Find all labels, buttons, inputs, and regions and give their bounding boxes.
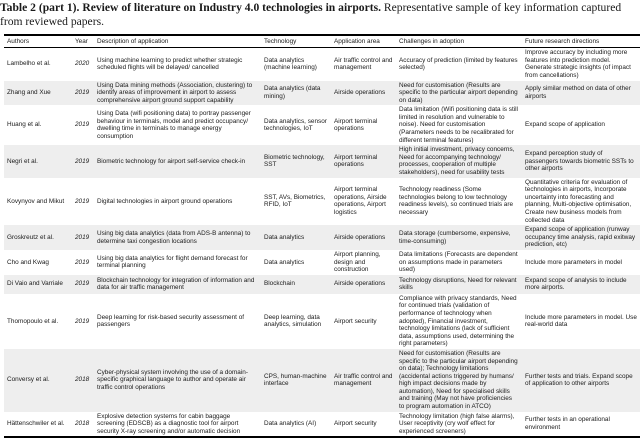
table-row bbox=[4, 81, 640, 106]
cell-challenges: Data limitation (Wifi positioning data is still limited in resolution and vulnerable to noise). Need for customisation (Parameters needs to be recalibrated for different terminal features) bbox=[399, 106, 518, 144]
cell-future-research: Expand scope of application (runway occupancy time analysis, rapid exitway prediction, etc) bbox=[522, 225, 640, 250]
cell-application-area: Air traffic control and management bbox=[334, 56, 393, 72]
cell-challenges: High initial investment, privacy concerns, Need for accompanying technology/ processes, cooperation of multiple stakeholders), need for usability tests bbox=[396, 145, 522, 177]
cell-application-area: Air traffic control and management bbox=[331, 349, 396, 412]
cell-technology: Blockchain bbox=[261, 275, 331, 294]
table-row bbox=[4, 225, 640, 250]
cell-technology: Data analytics (AI) bbox=[261, 412, 331, 438]
cell-future-research: Include more parameters in model bbox=[525, 258, 622, 266]
cell-future-research: Quantitative criteria for evaluation of technologies in airports, Incorporate uncertainty into forecasting and planning, Multi-objective optimisation, Create new business models from collected data bbox=[525, 178, 632, 224]
literature-table-container bbox=[4, 34, 640, 438]
cell-authors: Hättenschwiler et al. bbox=[4, 412, 72, 438]
header-description: Description of application bbox=[94, 35, 261, 48]
cell-year: 2018 bbox=[72, 349, 94, 412]
cell-description: Using machine learning to predict whether strategic scheduled flights will be delayed/ cancelled bbox=[97, 56, 243, 72]
table-row bbox=[4, 250, 640, 275]
cell-authors: Lambelho et al. bbox=[7, 60, 51, 68]
cell-technology: Data analytics (machine learning) bbox=[264, 56, 317, 72]
cell-application-area: Airport security bbox=[334, 317, 377, 325]
cell-future-research: Expand scope of analysis to include more airports. bbox=[522, 275, 640, 294]
table-row bbox=[4, 178, 640, 226]
cell-technology: Data analytics bbox=[261, 225, 331, 250]
cell-year: 2019 bbox=[75, 317, 90, 325]
table-caption bbox=[0, 1, 640, 29]
header-future-research: Future research directions bbox=[522, 35, 640, 48]
cell-technology: Deep learning, data analytics, simulation bbox=[264, 313, 322, 329]
cell-technology: Biometric technology, SST bbox=[261, 145, 331, 177]
cell-future-research: Further tests and trials. Expand scope of application to other airports bbox=[522, 349, 640, 412]
cell-authors: Cho and Kwag bbox=[7, 258, 49, 266]
cell-technology: SST, AVs, Biometrics, RFID, IoT bbox=[264, 193, 326, 209]
cell-description: Using big data analytics (data from ADS-B antenna) to determine taxi congestion locations bbox=[94, 225, 261, 250]
cell-authors: Conversy et al. bbox=[4, 349, 72, 412]
caption-title: Review of literature on Industry 4.0 technologies in airports. bbox=[82, 1, 381, 14]
table-header-row bbox=[4, 35, 640, 48]
cell-year: 2019 bbox=[72, 145, 94, 177]
cell-year: 2019 bbox=[75, 197, 90, 205]
header-authors: Authors bbox=[4, 35, 72, 48]
cell-challenges: Data limitations (Forecasts are dependent on assumptions made in parameters used) bbox=[399, 250, 518, 274]
cell-year: 2020 bbox=[75, 60, 90, 68]
cell-year: 2019 bbox=[72, 81, 94, 106]
cell-year: 2019 bbox=[75, 121, 90, 129]
cell-authors: Huang et al. bbox=[7, 121, 42, 129]
cell-challenges: Compliance with privacy standards, Need for continued trials (validation of performance of technology when adopted), Financial investment, technology limitations (lack of sufficient data, assumptions used, determining the right parameters) bbox=[399, 294, 517, 348]
header-application-area: Application area bbox=[331, 35, 396, 48]
cell-application-area: Airport terminal operations bbox=[334, 117, 378, 133]
cell-authors: Zhang and Xue bbox=[4, 81, 72, 106]
table-row bbox=[4, 412, 640, 438]
cell-description: Digital technologies in airport ground operations bbox=[97, 197, 233, 205]
literature-table bbox=[4, 34, 640, 438]
cell-technology: CPS, human-machine interface bbox=[261, 349, 331, 412]
cell-future-research: Apply similar method on data of other airports bbox=[522, 81, 640, 106]
cell-future-research: Expand scope of application bbox=[525, 121, 605, 129]
cell-future-research: Expand perception study of passengers towards biometric SSTs to other airports bbox=[522, 145, 640, 177]
cell-application-area: Airport security bbox=[331, 412, 396, 438]
table-row bbox=[4, 145, 640, 177]
caption-description: Representative sample of key information captured from reviewed papers. bbox=[0, 1, 622, 28]
header-year: Year bbox=[72, 35, 94, 48]
cell-application-area: Airside operations bbox=[331, 81, 396, 106]
cell-application-area: Airport terminal operations, Airside operations, Airport logistics bbox=[334, 186, 387, 216]
cell-challenges: Technology readiness (Some technologies belong to low technology readiness levels), so continued trials are necessary bbox=[399, 186, 514, 216]
cell-description: Blockchain technology for integration of information and data for air traffic management bbox=[94, 275, 261, 294]
cell-challenges: Need for customisation (Results are specific to the particular airport depending on data); Technology limitations (accidental actions triggered by humans/ high impact decisions made by automation), Need for specialised skills and training (May not have proficiencies to program automation in ATCO) bbox=[396, 349, 522, 412]
cell-description: Using Data mining methods (Association, clustering) to identify areas of improvement in airport to assess comprehensive airport ground support capability bbox=[94, 81, 261, 106]
cell-year: 2019 bbox=[72, 275, 94, 294]
cell-technology: Data analytics, sensor technologies, IoT bbox=[264, 117, 327, 133]
cell-description: Using big data analytics for flight demand forecast for terminal planning bbox=[97, 254, 248, 270]
header-challenges: Challenges in adoption bbox=[396, 35, 522, 48]
table-row bbox=[4, 294, 640, 349]
cell-challenges: Accuracy of prediction (limited by features selected) bbox=[399, 56, 518, 72]
cell-authors: Thomopoulo et al. bbox=[7, 317, 59, 325]
cell-future-research: Include more parameters in model. Use real-world data bbox=[525, 313, 637, 329]
cell-application-area: Airside operations bbox=[331, 225, 396, 250]
cell-authors: Negri et al. bbox=[4, 145, 72, 177]
cell-description: Cyber-physical system involving the use of a domain-specific graphical language to author and operate air traffic control operations bbox=[94, 349, 261, 412]
cell-authors: Kovynyov and Mikut bbox=[7, 197, 65, 205]
cell-future-research: Further tests in an operational environment bbox=[522, 412, 640, 438]
cell-future-research: Improve accuracy by including more features into prediction model. Generate strategic insights (of impact from cancellations) bbox=[525, 49, 631, 79]
cell-authors: Di Vaio and Varriale bbox=[4, 275, 72, 294]
cell-challenges: Data storage (cumbersome, expensive, time-consuming) bbox=[396, 225, 522, 250]
cell-challenges: Need for customisation (Results are specific to the particular airport depending on data) bbox=[396, 81, 522, 106]
table-row bbox=[4, 105, 640, 145]
cell-application-area: Airside operations bbox=[331, 275, 396, 294]
header-technology: Technology bbox=[261, 35, 331, 48]
cell-technology: Data analytics (data mining) bbox=[261, 81, 331, 106]
cell-year: 2018 bbox=[72, 412, 94, 438]
cell-year: 2019 bbox=[72, 225, 94, 250]
cell-description: Deep learning for risk-based security assessment of passengers bbox=[97, 313, 245, 329]
cell-application-area: Airport terminal operations bbox=[331, 145, 396, 177]
cell-challenges: Technology disruptions, Need for relevant skills bbox=[396, 275, 522, 294]
table-row bbox=[4, 349, 640, 412]
cell-description: Using Data (wifi positioning data) to portray passenger behaviour in terminals, model and predict occupancy/ dwelling time in terminals to manage energy consumption bbox=[97, 110, 251, 140]
cell-description: Biometric technology for airport self-service check-in bbox=[94, 145, 261, 177]
cell-challenges: Technology limitation (high false alarms), User receptivity (cry wolf effect for experienced screeners) bbox=[396, 412, 522, 438]
table-row bbox=[4, 275, 640, 294]
caption-label: Table 2 (part 1). bbox=[0, 1, 80, 14]
table-row bbox=[4, 48, 640, 81]
cell-year: 2019 bbox=[75, 258, 90, 266]
cell-description: Explosive detection systems for cabin baggage screening (EDSCB) as a diagnostic tool for airport security X-ray screening and/or automatic decision bbox=[94, 412, 261, 438]
cell-technology: Data analytics bbox=[264, 258, 305, 266]
cell-application-area: Airport planning, design and construction bbox=[334, 250, 381, 274]
cell-authors: Groskreutz et al. bbox=[4, 225, 72, 250]
